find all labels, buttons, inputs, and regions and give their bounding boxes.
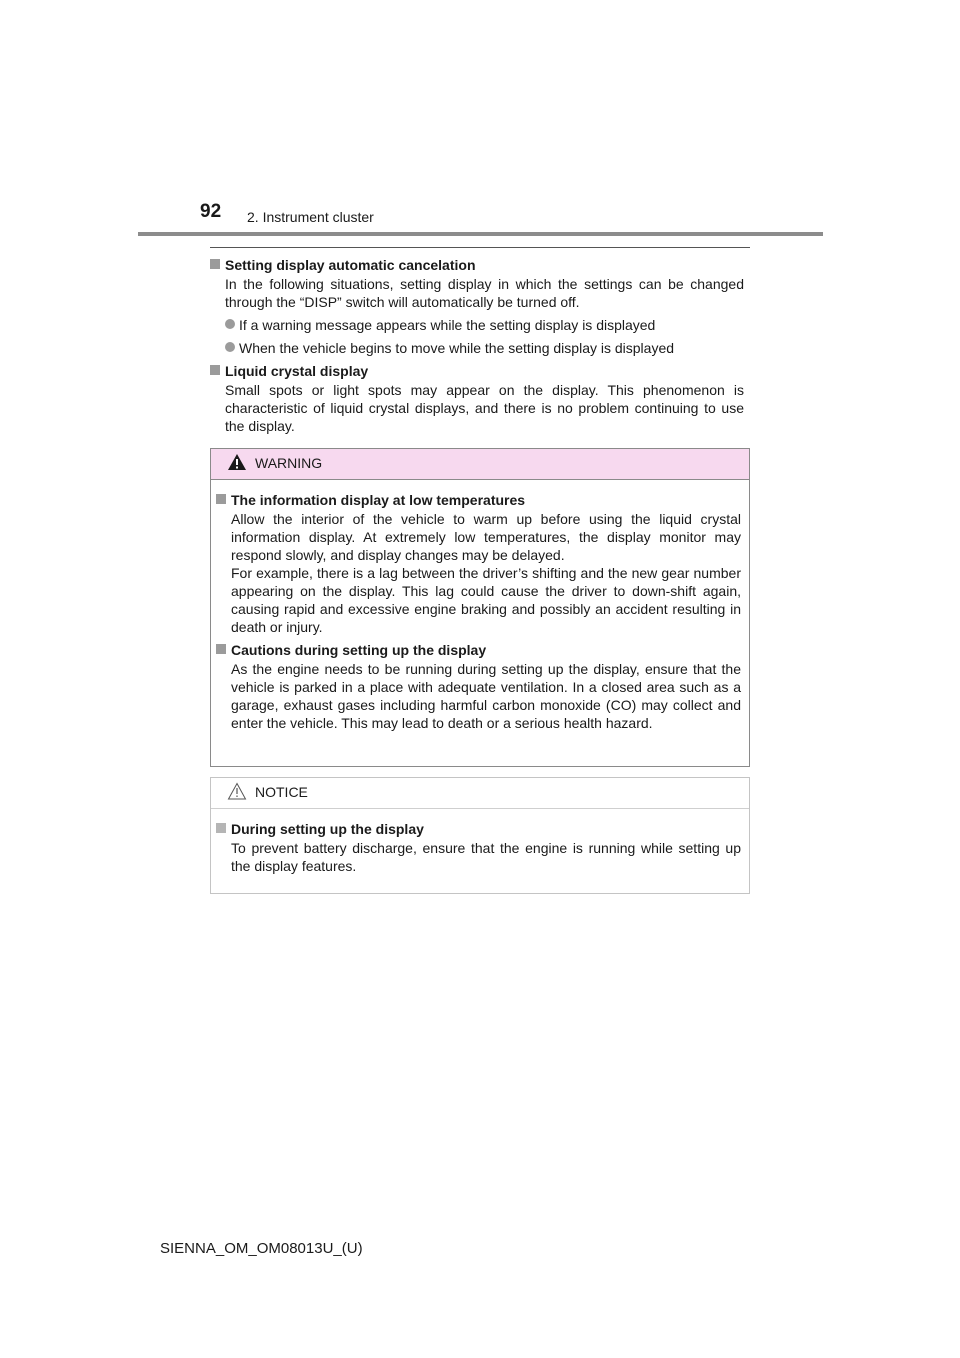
square-bullet-icon (216, 644, 226, 654)
section-text: Small spots or light spots may appear on the display. This phenomenon is characteristic of liquid crystal displays, and there is no problem continuing to use the display. (225, 382, 744, 434)
list-item-text: When the vehicle begins to move while the setting display is displayed (239, 340, 675, 356)
notice-header (211, 778, 749, 809)
warning-label: WARNING (255, 455, 323, 471)
warning-item-text: Allow the interior of the vehicle to warm up before using the liquid crystal information display. At extremely low temperatures, the display monitor may respond slowly, and display changes may be delayed. (231, 511, 741, 563)
list-item (225, 316, 750, 334)
section-liquid-crystal (210, 361, 750, 435)
round-bullet-icon (225, 342, 235, 352)
notice-box (210, 777, 750, 894)
list-item (225, 339, 750, 357)
warning-item-heading (216, 490, 741, 510)
notice-item-text: To prevent battery discharge, ensure that the engine is running while setting up the display features. (231, 840, 741, 874)
warning-box (210, 448, 750, 767)
heading-text: Liquid crystal display (225, 363, 369, 379)
page-number: 92 (200, 201, 222, 222)
notice-item-heading (216, 819, 741, 839)
warning-item-text: For example, there is a lag between the driver’s shifting and the new gear number appearing on the display. This lag could cause the driver to down-shift again, causing rapid and excessive engine braking and possibly an accident resulting in death or injury. (231, 565, 741, 635)
heading-text: During setting up the display (231, 821, 424, 837)
heading-text: Cautions during setting up the display (231, 642, 487, 658)
footer-doc-id: SIENNA_OM_OM08013U_(U) (160, 1240, 363, 1257)
square-bullet-icon (216, 823, 226, 833)
notice-label: NOTICE (255, 784, 308, 800)
square-bullet-icon (216, 494, 226, 504)
main-content (210, 255, 750, 435)
notice-triangle-icon (227, 782, 247, 800)
warning-item-text: As the engine needs to be running during setting up the display, ensure that the vehicle is parked in a place with adequate ventilation. In a closed area such as a garage, exhaust gases including harmful carbon monoxide (CO) may collect and enter the vehicle. This may lead to death or a serious health hazard. (231, 661, 741, 731)
round-bullet-icon (225, 319, 235, 329)
square-bullet-icon (210, 259, 220, 269)
square-bullet-icon (210, 365, 220, 375)
heading-text: The information display at low temperatures (231, 492, 526, 508)
section-setting-display (210, 255, 750, 357)
header-rule (138, 232, 823, 236)
section-text: In the following situations, setting display in which the settings can be changed through the “DISP” switch will automatically be turned off. (225, 276, 744, 310)
warning-header (211, 449, 749, 480)
content-rule (210, 247, 750, 248)
heading-text: Setting display automatic cancelation (225, 257, 476, 273)
section-heading (210, 361, 750, 381)
section-title: 2. Instrument cluster (247, 209, 374, 225)
warning-item-heading (216, 640, 741, 660)
warning-triangle-icon (227, 453, 247, 471)
warning-body (211, 480, 749, 732)
list-item-text: If a warning message appears while the setting display is displayed (239, 317, 656, 333)
notice-body (211, 809, 749, 875)
section-heading (210, 255, 750, 275)
